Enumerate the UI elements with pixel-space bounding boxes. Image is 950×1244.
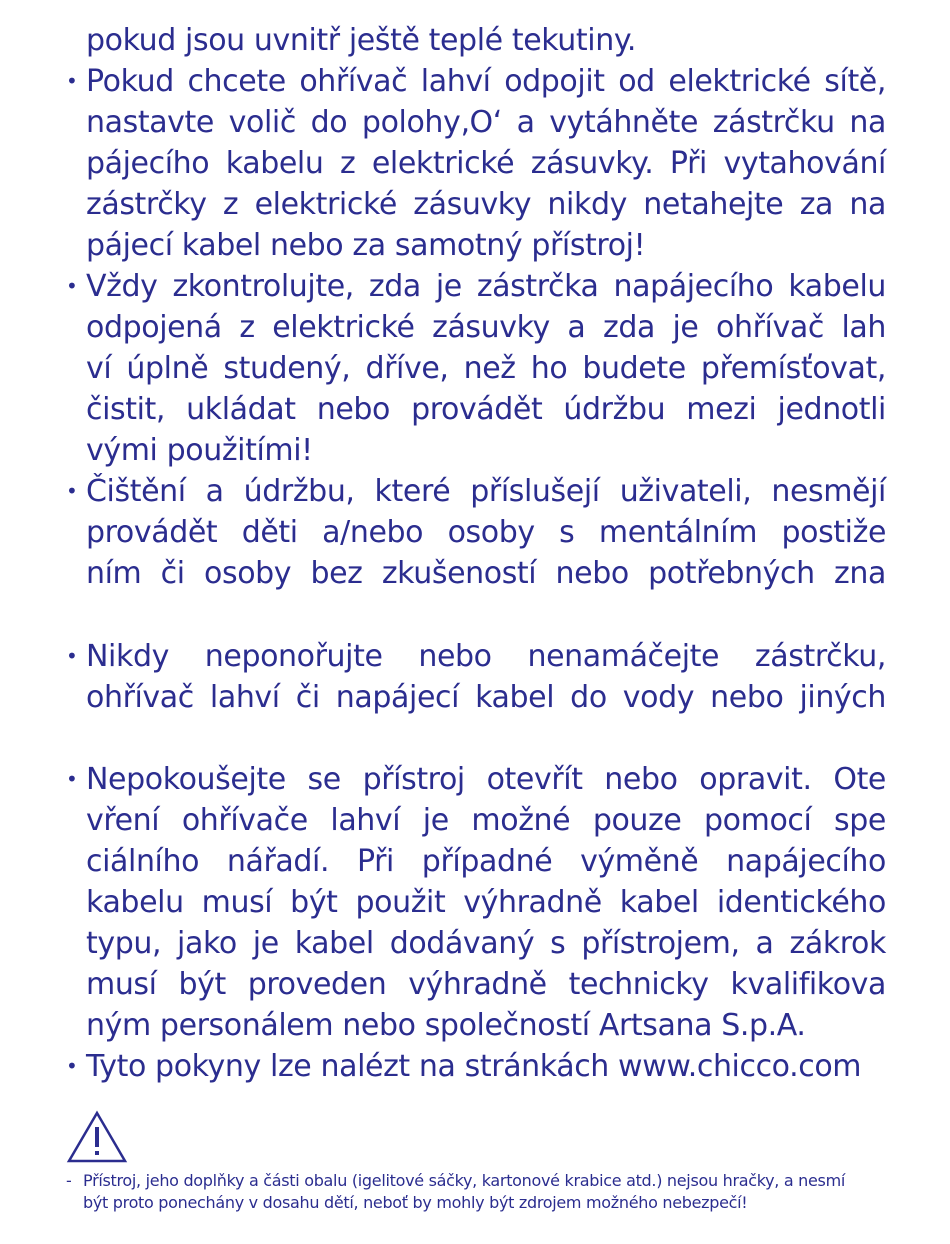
item-5-line-3: ciálního nářadí. Při případné výměně napájecího (86, 844, 886, 879)
item-3-line-1: Čištění a údržbu, které příslušejí uživateli, nesmějí (86, 474, 886, 509)
intro-line: pokud jsou uvnitř ještě teplé tekutiny. (86, 23, 637, 58)
bullet-6: • (66, 1054, 78, 1078)
footnote-line-2 (66, 1192, 896, 1214)
warning-triangle-icon (66, 1110, 128, 1164)
item-5-line-6: musí být proveden výhradně technicky kvalifikova (86, 967, 886, 1002)
item-4-line-1: Nikdy neponořujte nebo nenamáčejte zástrčku, (86, 639, 886, 674)
item-2-line-5: vými použitími! (86, 433, 313, 468)
footnote-dash: - (66, 1171, 72, 1190)
item-1-line-4: zástrčky z elektrické zásuvky nikdy netahejte za na (86, 187, 886, 222)
item-4-line-2: ohřívač lahví či napájecí kabel do vody nebo jiných (86, 680, 886, 715)
item-5-line-4: kabelu musí být použit výhradně kabel identického (86, 885, 886, 920)
item-2-line-2: odpojená z elektrické zásuvky a zda je ohřívač lah (86, 310, 886, 345)
item-5-line-1: Nepokoušejte se přístroj otevřít nebo opravit. Ote (86, 762, 886, 797)
footnote-text-1: Přístroj, jeho doplňky a části obalu (igelitové sáčky, kartonové krabice atd.) nejsou hračky, a nesmí (83, 1171, 846, 1190)
bullet-1: • (66, 69, 78, 93)
item-1-line-3: pájecího kabelu z elektrické zásuvky. Při vytahování (86, 146, 886, 181)
bullet-4: • (66, 644, 78, 668)
item-5-line-7: ným personálem nebo společností Artsana S.p.A. (86, 1008, 806, 1043)
bullet-3: • (66, 479, 78, 503)
footnote-line-1 (66, 1170, 896, 1192)
item-5-line-5: typu, jako je kabel dodávaný s přístrojem, a zákrok (86, 926, 886, 961)
item-3-line-2: provádět děti a/nebo osoby s mentálním postiže (86, 515, 886, 550)
bullet-2: • (66, 274, 78, 298)
item-6-line-1: Tyto pokyny lze nalézt na stránkách www.chicco.com (86, 1049, 862, 1084)
item-2-line-3: ví úplně studený, dříve, než ho budete přemísťovat, (86, 351, 886, 386)
item-1-line-1: Pokud chcete ohřívač lahví odpojit od elektrické sítě, (86, 64, 886, 99)
footnote-text-2: být proto ponechány v dosahu dětí, neboť by mohly být zdrojem možného nebezpečí! (83, 1193, 748, 1212)
item-5-line-2: vření ohřívače lahví je možné pouze pomocí spe (86, 803, 886, 838)
item-2-line-4: čistit, ukládat nebo provádět údržbu mezi jednotli (86, 392, 886, 427)
item-3-line-3: ním či osoby bez zkušeností nebo potřebných zna (86, 556, 886, 591)
item-1-line-2: nastavte volič do polohy‚O‘ a vytáhněte zástrčku na (86, 105, 886, 140)
bullet-5: • (66, 767, 78, 791)
item-1-line-5: pájecí kabel nebo za samotný přístroj! (86, 228, 646, 263)
item-2-line-1: Vždy zkontrolujte, zda je zástrčka napájecího kabelu (86, 269, 886, 304)
